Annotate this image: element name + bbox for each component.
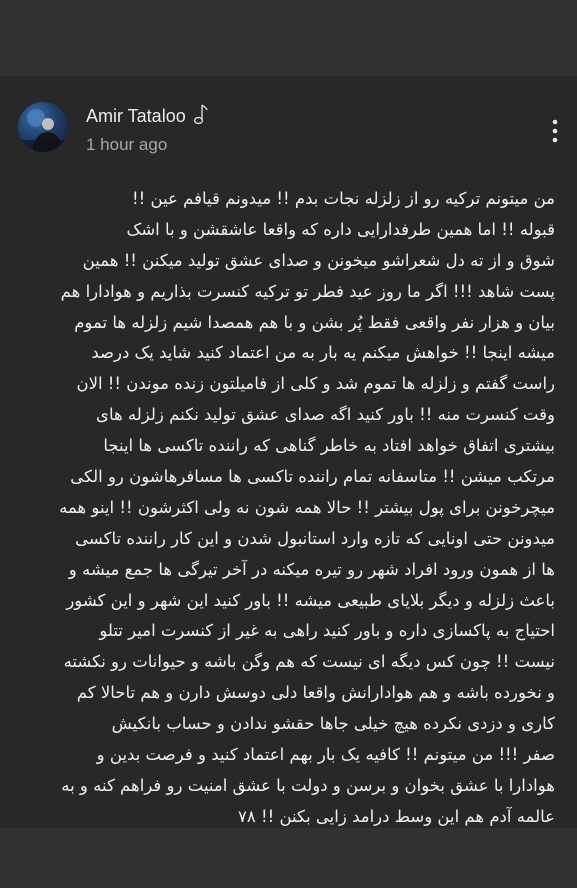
post-text-line: بیان و هزار نفر واقعی فقط پُر بشن و با هم همصدا شیم زلزله ها تموم [74, 312, 555, 332]
author-name[interactable]: Amir Tataloo [86, 106, 186, 126]
post-text-line: ها از همون ورود افراد شهر رو تیره میکنه در آخر تیرگی ها جمع میشه و [68, 559, 555, 579]
post-text-line: پست شاهد !!! اگر ما روز عید فطر تو ترکیه کنسرت بذاریم و هوادارا هم [60, 281, 555, 301]
post-text-line: میشه اینجا !! خواهش میکنم یه بار به من اعتماد کنید شاید یک درصد [91, 343, 555, 363]
post-text-line: مرتکب میشن !! متاسفانه تمام راننده تاکسی ها مسافرهاشون رو الکی [70, 467, 555, 487]
bottom-bar [0, 828, 577, 888]
post-text-line: من میتونم ترکیه رو از زلزله نجات بدم !! میدونم قیافم عین !! [132, 189, 555, 208]
post-text [14, 184, 555, 833]
post-text-line: میچرخونن برای پول بیشتر !! حالا همه شون نه ولی اکثرشون !! اینو همه [59, 497, 555, 517]
music-note-icon [192, 103, 208, 125]
post-text-line: کاری و دزدی نکرده هیچ خیلی جاها حقشو ندادن و حساب بانکیش [111, 714, 555, 734]
post-text-line: صفر !!! من میتونم !! کافیه یک بار بهم اعتماد کنید و فرصت بدین و [96, 745, 555, 765]
vertical-ellipsis-icon[interactable] [546, 118, 564, 144]
post-text-line: بیشتری اتفاق خواهد افتاد به خاطر گناهی که راننده تاکسی ها اینجا [103, 436, 555, 456]
top-bar [0, 0, 577, 76]
post-text-line: هوادارا با عشق بخوان و برسن و دولت با عشق امنیت رو فراهم کنه و به [61, 775, 555, 795]
post-text-line: راست گفتم و زلزله ها تموم شد و کلی از فامیلتون زنده موندن !! الان [76, 374, 555, 394]
post-text-line: شوق و از ته دل شعراشو میخونن و صدای عشق تولید میکنن !! همین [82, 250, 555, 270]
post-text-line: قبوله !! اما همین طرفدارایی داره که واقعا عاشقشن و با اشک [126, 219, 555, 239]
post-text-line: و نخورده باشه و هم هوادارانش واقعا دلی دوسش دارن و هم تاحالا کم [76, 683, 555, 703]
post-text-line: میدونن حتی اونایی که تازه وارد استانبول شدن و این کار راننده تاکسی [75, 528, 555, 548]
post-text-line: عالمه آدم هم این وسط درامد زایی بکنن !! ۷۸ [237, 806, 555, 826]
post-text-line: احتیاج به پاکسازی داره و باور کنید راهی به غیر از کنسرت امیر تتلو [99, 621, 555, 641]
post-text-line: وقت کنسرت منه !! باور کنید اگه صدای عشق تولید نکنم زلزله های [96, 405, 555, 425]
author-avatar[interactable] [18, 102, 68, 152]
post-text-line: نیست !! چون کس دیگه ای نیست که هم وگن باشه و حیوانات رو نکشته [63, 652, 555, 672]
avatar-photo [18, 102, 68, 152]
post-timestamp: 1 hour ago [86, 135, 168, 154]
post-text-line: باعث زلزله و دیگر بلایای طبیعی میشه !! باور کنید این شهر و این کشور [66, 590, 555, 610]
